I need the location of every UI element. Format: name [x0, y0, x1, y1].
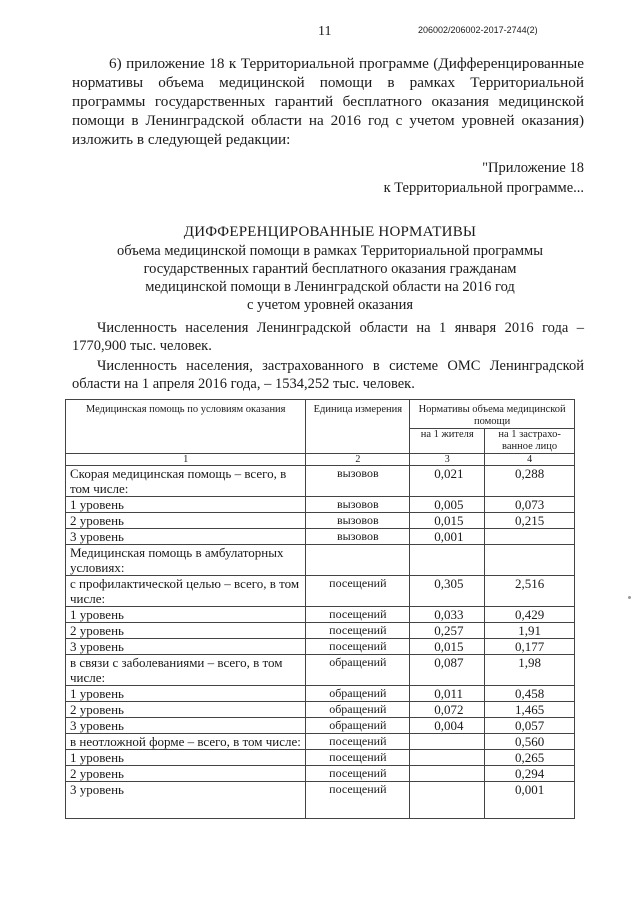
table-row — [66, 702, 575, 718]
row-value-per-resident: 0,087 — [410, 655, 485, 686]
heading-line-4: с учетом уровней оказания — [247, 297, 413, 313]
row-value-per-insured: 0,429 — [485, 607, 575, 623]
row-value-per-insured: 2,516 — [485, 576, 575, 607]
scan-artifact — [628, 596, 631, 599]
row-value-per-resident: 0,011 — [410, 686, 485, 702]
row-value-per-insured: 0,560 — [485, 734, 575, 750]
table-row — [66, 623, 575, 639]
column-number: 1 — [66, 454, 306, 466]
row-unit: обращений — [306, 718, 410, 734]
column-number: 4 — [485, 454, 575, 466]
header-care-type: Медицинская помощь по условиям оказания — [66, 400, 306, 454]
heading-title: ДИФФЕРЕНЦИРОВАННЫЕ НОРМАТИВЫ — [183, 224, 477, 240]
table-row — [66, 782, 575, 819]
row-value-per-resident: 0,257 — [410, 623, 485, 639]
norms-table — [65, 399, 575, 819]
column-number: 3 — [410, 454, 485, 466]
row-value-per-insured: 0,073 — [485, 497, 575, 513]
table-row — [66, 513, 575, 529]
row-unit: вызовов — [306, 497, 410, 513]
row-unit: посещений — [306, 607, 410, 623]
column-number: 2 — [306, 454, 410, 466]
heading-line-2: государственных гарантий бесплатного оказания гражданам — [143, 261, 517, 277]
row-unit: вызовов — [306, 513, 410, 529]
population-insured: Численность населения, застрахованного в системе ОМС Ленинградской области на 1 апреля 2016 года, – 1534,252 тыс. человек. — [72, 358, 584, 392]
row-value-per-resident: 0,004 — [410, 718, 485, 734]
row-label: в неотложной форме – всего, в том числе: — [66, 734, 306, 750]
table-row — [66, 576, 575, 607]
row-value-per-resident: 0,001 — [410, 529, 485, 545]
table-row — [66, 529, 575, 545]
row-value-per-resident — [410, 782, 485, 819]
row-unit: посещений — [306, 639, 410, 655]
row-label: с профилактической целью – всего, в том числе: — [66, 576, 306, 607]
document-heading — [60, 223, 600, 314]
table-row — [66, 466, 575, 497]
row-value-per-insured: 0,001 — [485, 782, 575, 819]
population-total: Численность населения Ленинградской области на 1 января 2016 года – 1770,900 тыс. человек. — [72, 320, 584, 354]
row-unit: посещений — [306, 750, 410, 766]
row-unit: обращений — [306, 686, 410, 702]
page-number: 11 — [318, 24, 332, 39]
table-body — [66, 466, 575, 819]
row-value-per-resident: 0,305 — [410, 576, 485, 607]
row-label: 3 уровень — [66, 718, 306, 734]
row-value-per-insured: 0,215 — [485, 513, 575, 529]
row-label: 1 уровень — [66, 686, 306, 702]
row-value-per-resident — [410, 750, 485, 766]
row-unit: посещений — [306, 766, 410, 782]
appendix-line-1: "Приложение 18 — [482, 160, 584, 176]
row-value-per-insured: 0,288 — [485, 466, 575, 497]
row-label: 2 уровень — [66, 702, 306, 718]
row-label: 1 уровень — [66, 497, 306, 513]
row-value-per-insured: 0,177 — [485, 639, 575, 655]
row-value-per-insured — [485, 529, 575, 545]
row-label: 3 уровень — [66, 782, 306, 819]
row-label: Медицинская помощь в амбулаторных условиях: — [66, 545, 306, 576]
row-label: 3 уровень — [66, 639, 306, 655]
row-value-per-resident: 0,005 — [410, 497, 485, 513]
table-row — [66, 718, 575, 734]
table-row — [66, 607, 575, 623]
table-row — [66, 750, 575, 766]
row-unit: посещений — [306, 782, 410, 819]
row-label: Скорая медицинская помощь – всего, в том числе: — [66, 466, 306, 497]
table-row — [66, 497, 575, 513]
row-value-per-resident: 0,033 — [410, 607, 485, 623]
row-label: 1 уровень — [66, 750, 306, 766]
row-unit: посещений — [306, 576, 410, 607]
row-value-per-insured — [485, 545, 575, 576]
row-unit: вызовов — [306, 466, 410, 497]
row-label: 2 уровень — [66, 766, 306, 782]
row-label: 3 уровень — [66, 529, 306, 545]
table-row — [66, 545, 575, 576]
population-block — [72, 319, 584, 395]
row-unit: обращений — [306, 655, 410, 686]
row-value-per-insured: 1,465 — [485, 702, 575, 718]
table-row — [66, 686, 575, 702]
row-unit: вызовов — [306, 529, 410, 545]
row-label: 2 уровень — [66, 513, 306, 529]
row-value-per-insured: 0,458 — [485, 686, 575, 702]
header-per-insured: на 1 застрахо-ванное лицо — [485, 429, 575, 454]
intro-block — [72, 54, 584, 149]
row-unit: обращений — [306, 702, 410, 718]
row-label: 1 уровень — [66, 607, 306, 623]
row-value-per-resident: 0,015 — [410, 639, 485, 655]
appendix-reference — [384, 158, 584, 198]
row-unit: посещений — [306, 623, 410, 639]
heading-line-3: медицинской помощи в Ленинградской области на 2016 год — [145, 279, 515, 295]
row-label: 2 уровень — [66, 623, 306, 639]
header-norms: Нормативы объема медицинской помощи — [410, 400, 575, 429]
table-row — [66, 655, 575, 686]
intro-paragraph: 6) приложение 18 к Территориальной программе (Дифференцированные нормативы объема медицинской помощи в рамках Территориальной программы государственных гарантий бесплатного оказания медицинской помощи в Ленинградской области на 2016 год с учетом уровней оказания) изложить в следующей редакции: — [72, 55, 584, 148]
row-value-per-insured: 1,98 — [485, 655, 575, 686]
header-unit: Единица измерения — [306, 400, 410, 454]
row-value-per-insured: 0,057 — [485, 718, 575, 734]
row-value-per-insured: 0,294 — [485, 766, 575, 782]
row-value-per-resident: 0,072 — [410, 702, 485, 718]
appendix-line-2: к Территориальной программе... — [383, 180, 584, 196]
row-unit — [306, 545, 410, 576]
table-row — [66, 766, 575, 782]
row-value-per-resident: 0,015 — [410, 513, 485, 529]
row-value-per-resident — [410, 545, 485, 576]
row-value-per-resident — [410, 766, 485, 782]
table-row — [66, 734, 575, 750]
row-value-per-insured: 1,91 — [485, 623, 575, 639]
row-label: в связи с заболеваниями – всего, в том числе: — [66, 655, 306, 686]
row-unit: посещений — [306, 734, 410, 750]
table-row — [66, 639, 575, 655]
row-value-per-resident: 0,021 — [410, 466, 485, 497]
row-value-per-insured: 0,265 — [485, 750, 575, 766]
header-per-resident: на 1 жителя — [410, 429, 485, 454]
heading-line-1: объема медицинской помощи в рамках Территориальной программы — [117, 243, 543, 259]
document-code: 206002/206002-2017-2744(2) — [418, 25, 538, 35]
row-value-per-resident — [410, 734, 485, 750]
